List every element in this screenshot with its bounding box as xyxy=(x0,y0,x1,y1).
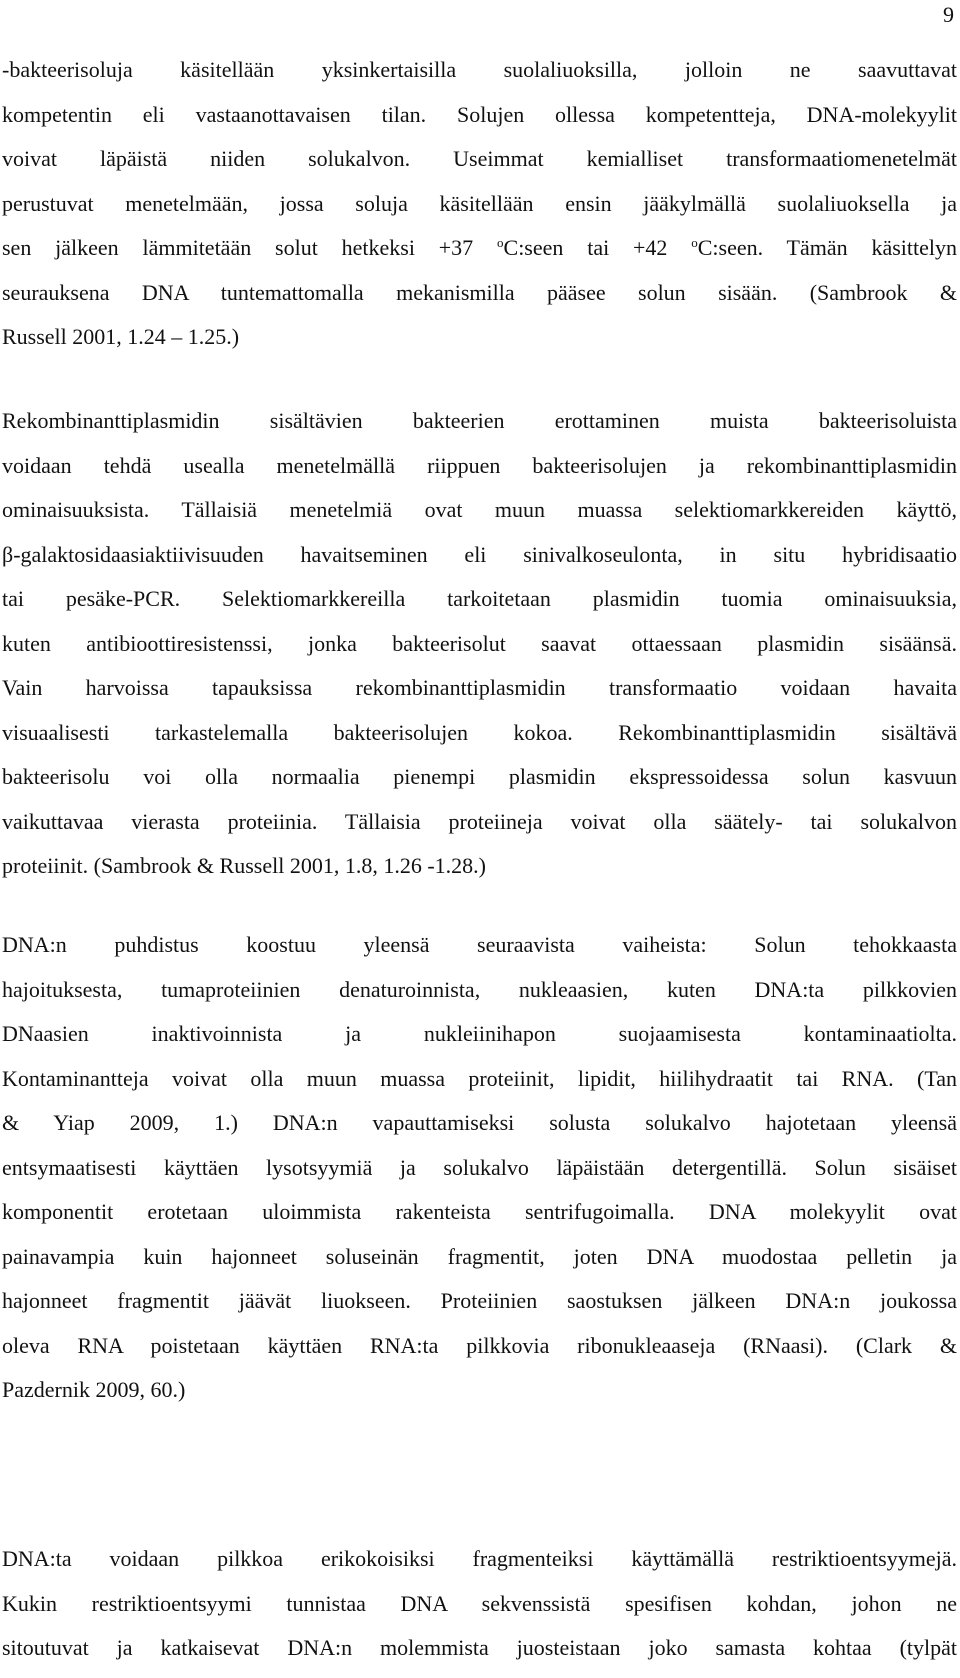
text-line: ominaisuuksista. Tällaisiä menetelmiä ovat muun muassa selektiomarkkereiden käyttö, xyxy=(2,497,957,522)
text-line-with-superscripts xyxy=(2,231,957,276)
text-line: kuten antibioottiresistenssi, jonka bakteerisolut saavat ottaessaan plasmidin sisäänsä. xyxy=(2,630,957,656)
text-line: vaikuttavaa vierasta proteiinia. Tällaisia proteiineja voivat olla säätely- tai solukalvon xyxy=(2,808,957,834)
text-segment: sen jälkeen lämmitetään solut hetkeksi +37 xyxy=(2,235,498,260)
page-number: 9 xyxy=(943,2,954,27)
text-line: β-galaktosidaasiaktiivisuuden havaitseminen eli sinivalkoseulonta, in situ hybridisaatio xyxy=(2,541,957,567)
text-line: komponentit erotetaan uloimmista rakenteista sentrifugoimalla. DNA molekyylit ovat xyxy=(2,1199,957,1224)
text-line: perustuvat menetelmään, jossa soluja käsitellään ensin jääkylmällä suolaliuoksella ja xyxy=(2,190,957,216)
text-line: Pazdernik 2009, 60.) xyxy=(2,1377,186,1402)
text-line: Kukin restriktioentsyymi tunnistaa DNA sekvenssistä spesifisen kohdan, johon ne xyxy=(2,1590,957,1616)
text-line: kompetentin eli vastaanottavaisen tilan. Solujen ollessa kompetentteja, DNA-molekyylit xyxy=(2,101,957,127)
text-line: visuaalisesti tarkastelemalla bakteerisolujen kokoa. Rekombinanttiplasmidin sisältävä xyxy=(2,719,957,745)
superscript-degree: o xyxy=(691,235,698,250)
text-line: voidaan tehdä usealla menetelmällä riippuen bakteerisolujen ja rekombinanttiplasmidin xyxy=(2,452,957,478)
text-line: bakteerisolu voi olla normaalia pienempi plasmidin ekspressoidessa solun kasvuun xyxy=(2,764,957,789)
text-segment: C:seen. Tämän käsittelyn xyxy=(697,235,957,260)
text-line: entsymaatisesti käyttäen lysotsyymiä ja solukalvo läpäistään detergentillä. Solun sisäiset xyxy=(2,1154,957,1180)
text-line: Russell 2001, 1.24 – 1.25.) xyxy=(2,324,240,349)
text-line: seurauksena DNA tuntemattomalla mekanismilla pääsee solun sisään. (Sambrook & xyxy=(2,279,957,305)
text-line: & Yiap 2009, 1.) DNA:n vapauttamiseksi solusta solukalvo hajotetaan yleensä xyxy=(2,1110,957,1135)
text-line: -bakteerisoluja käsitellään yksinkertaisilla suolaliuoksilla, jolloin ne saavuttavat xyxy=(2,57,957,82)
text-line: voivat läpäistä niiden solukalvon. Useimmat kemialliset transformaatiomenetelmät xyxy=(2,146,957,171)
text-line: proteiinit. (Sambrook & Russell 2001, 1.8, 1.26 -1.28.) xyxy=(2,853,486,878)
paragraph-rekombinantti xyxy=(2,404,957,894)
paragraph-dna-puhdistus xyxy=(2,928,957,1418)
text-line: painavampia kuin hajonneet soluseinän fragmentit, joten DNA muodostaa pelletin ja xyxy=(2,1243,957,1269)
paragraph-restriktioentsyymit xyxy=(2,1542,957,1676)
superscript-degree: o xyxy=(497,235,504,250)
text-line: tai pesäke-PCR. Selektiomarkkereilla tarkoitetaan plasmidin tuomia ominaisuuksia, xyxy=(2,586,957,611)
paragraph-transformation xyxy=(2,53,957,365)
text-line: DNA:ta voidaan pilkkoa erikokoisiksi fragmenteiksi käyttämällä restriktioentsyymejä. xyxy=(2,1546,957,1571)
text-line: DNA:n puhdistus koostuu yleensä seuraavista vaiheista: Solun tehokkaasta xyxy=(2,932,957,957)
text-segment: C:seen tai +42 xyxy=(503,235,692,260)
text-line: sitoutuvat ja katkaisevat DNA:n molemmista juosteistaan joko samasta kohtaa (tylpät xyxy=(2,1635,957,1660)
text-line: Kontaminantteja voivat olla muun muassa proteiinit, lipidit, hiilihydraatit tai RNA. (Tan xyxy=(2,1065,957,1091)
text-line: Vain harvoissa tapauksissa rekombinanttiplasmidin transformaatio voidaan havaita xyxy=(2,675,957,700)
text-line: oleva RNA poistetaan käyttäen RNA:ta pilkkovia ribonukleaaseja (RNaasi). (Clark & xyxy=(2,1332,957,1358)
text-line: hajonneet fragmentit jäävät liuokseen. Proteiinien saostuksen jälkeen DNA:n joukossa xyxy=(2,1288,957,1313)
text-line: Rekombinanttiplasmidin sisältävien bakteerien erottaminen muista bakteerisoluista xyxy=(2,408,957,433)
text-line: hajoituksesta, tumaproteiinien denaturoinnista, nukleaasien, kuten DNA:ta pilkkovien xyxy=(2,976,957,1002)
text-line: DNaasien inaktivoinnista ja nukleiinihapon suojaamisesta kontaminaatiolta. xyxy=(2,1021,957,1046)
